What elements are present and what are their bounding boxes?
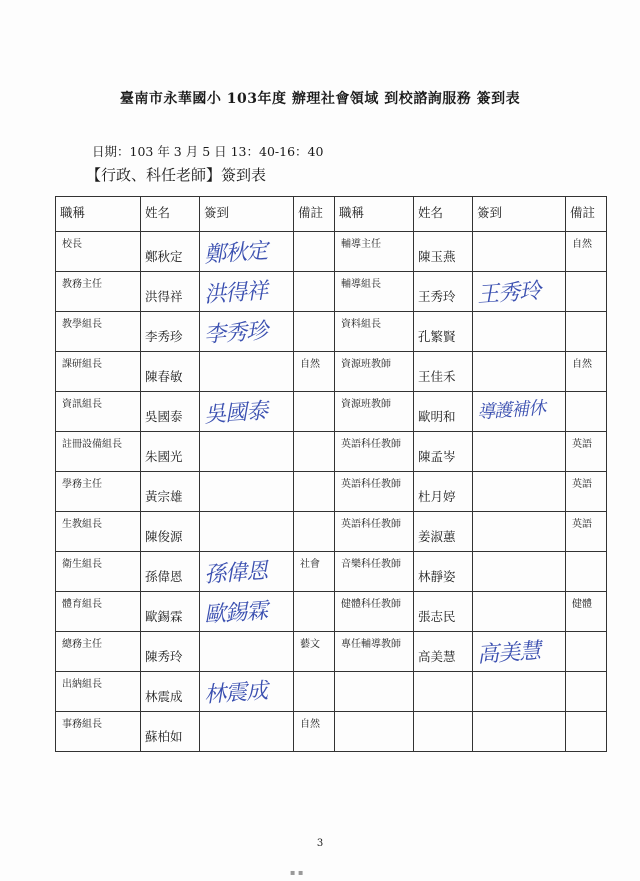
cell-name-right bbox=[414, 592, 473, 632]
job-title: 衛生組長 bbox=[62, 559, 102, 570]
job-title: 總務主任 bbox=[62, 639, 102, 650]
cell-title-left bbox=[56, 712, 141, 752]
cell-note-left bbox=[294, 352, 335, 392]
cell-name-right bbox=[414, 432, 473, 472]
job-title: 出納組長 bbox=[62, 679, 102, 690]
person-name: 鄭秋定 bbox=[145, 249, 183, 264]
job-title: 校長 bbox=[62, 239, 82, 250]
cell-name-right bbox=[414, 272, 473, 312]
cell-signature-left bbox=[200, 592, 294, 632]
cell-signature-right bbox=[473, 432, 566, 472]
job-title: 註冊設備組長 bbox=[62, 439, 122, 450]
job-title: 英語科任教師 bbox=[341, 439, 401, 450]
cell-name-left bbox=[141, 392, 200, 432]
cell-signature-left bbox=[200, 312, 294, 352]
cell-signature-right bbox=[473, 712, 566, 752]
person-name: 歐明和 bbox=[418, 409, 456, 424]
cell-name-left bbox=[141, 592, 200, 632]
cell-name-right bbox=[414, 512, 473, 552]
job-title: 專任輔導教師 bbox=[341, 639, 401, 650]
table-row bbox=[56, 232, 607, 272]
cell-signature-right bbox=[473, 512, 566, 552]
job-title: 體育組長 bbox=[62, 599, 102, 610]
handwritten-signature: 歐錫霖 bbox=[203, 598, 268, 629]
cell-name-right bbox=[414, 352, 473, 392]
header-name-left: 姓名 bbox=[141, 197, 200, 232]
remark bbox=[294, 432, 334, 435]
handwritten-signature: 洪得祥 bbox=[203, 278, 268, 309]
cell-title-left bbox=[56, 632, 141, 672]
remark: 英語 bbox=[572, 479, 592, 490]
cell-signature-right bbox=[473, 352, 566, 392]
cell-note-right bbox=[566, 352, 607, 392]
person-name: 王秀玲 bbox=[418, 289, 456, 304]
remark bbox=[566, 392, 606, 395]
table-row bbox=[56, 312, 607, 352]
cell-name-left bbox=[141, 312, 200, 352]
cell-title-left bbox=[56, 512, 141, 552]
cell-title-right bbox=[335, 512, 414, 552]
person-name: 陳秀玲 bbox=[145, 649, 183, 664]
page-number: 3 bbox=[316, 838, 324, 849]
section-heading: 【行政、科任老師】簽到表 bbox=[86, 166, 267, 184]
job-title: 英語科任教師 bbox=[341, 479, 401, 490]
cell-note-left bbox=[294, 432, 335, 472]
header-title-right: 職稱 bbox=[335, 197, 414, 232]
scan-speck: ▪ ▪ bbox=[290, 868, 304, 877]
remark bbox=[566, 712, 606, 715]
job-title: 教學組長 bbox=[62, 319, 102, 330]
cell-signature-right bbox=[473, 312, 566, 352]
remark bbox=[566, 672, 606, 675]
remark bbox=[294, 512, 334, 515]
cell-name-left bbox=[141, 672, 200, 712]
handwritten-signature: 林震成 bbox=[203, 678, 268, 709]
cell-signature-left bbox=[200, 552, 294, 592]
job-title: 學務主任 bbox=[62, 479, 102, 490]
cell-note-right bbox=[566, 632, 607, 672]
remark: 社會 bbox=[300, 559, 320, 570]
cell-note-left bbox=[294, 712, 335, 752]
table-header-row bbox=[56, 197, 607, 232]
table-row bbox=[56, 592, 607, 632]
cell-signature-right bbox=[473, 672, 566, 712]
person-name: 姜淑蕙 bbox=[418, 529, 456, 544]
handwritten-signature: 高美慧 bbox=[476, 638, 541, 669]
cell-title-right bbox=[335, 232, 414, 272]
cell-title-right bbox=[335, 312, 414, 352]
cell-title-right bbox=[335, 712, 414, 752]
header-title-left: 職稱 bbox=[56, 197, 141, 232]
cell-note-right bbox=[566, 472, 607, 512]
cell-note-right bbox=[566, 392, 607, 432]
cell-title-right bbox=[335, 392, 414, 432]
cell-name-left bbox=[141, 232, 200, 272]
cell-title-right bbox=[335, 352, 414, 392]
remark: 自然 bbox=[300, 359, 320, 370]
handwritten-signature: 導護補休 bbox=[476, 397, 546, 424]
cell-note-right bbox=[566, 712, 607, 752]
cell-signature-right bbox=[473, 552, 566, 592]
remark bbox=[294, 472, 334, 475]
header-name-right: 姓名 bbox=[414, 197, 473, 232]
handwritten-signature: 鄭秋定 bbox=[203, 238, 268, 269]
person-name: 朱國光 bbox=[145, 449, 183, 464]
cell-note-left bbox=[294, 312, 335, 352]
job-title: 教務主任 bbox=[62, 279, 102, 290]
cell-note-right bbox=[566, 432, 607, 472]
cell-note-left bbox=[294, 672, 335, 712]
cell-title-right bbox=[335, 272, 414, 312]
cell-signature-right bbox=[473, 392, 566, 432]
cell-name-right bbox=[414, 312, 473, 352]
cell-signature-left bbox=[200, 232, 294, 272]
cell-note-right bbox=[566, 512, 607, 552]
cell-name-left bbox=[141, 472, 200, 512]
cell-name-left bbox=[141, 512, 200, 552]
remark: 自然 bbox=[300, 719, 320, 730]
header-signature-left: 簽到 bbox=[200, 197, 294, 232]
remark: 健體 bbox=[572, 599, 592, 610]
table-row bbox=[56, 432, 607, 472]
cell-note-right bbox=[566, 672, 607, 712]
remark: 自然 bbox=[572, 359, 592, 370]
remark bbox=[566, 312, 606, 315]
cell-name-right bbox=[414, 712, 473, 752]
cell-signature-left bbox=[200, 272, 294, 312]
remark bbox=[294, 672, 334, 675]
cell-signature-left bbox=[200, 472, 294, 512]
cell-note-right bbox=[566, 312, 607, 352]
remark bbox=[294, 232, 334, 235]
person-name: 陳春敏 bbox=[145, 369, 183, 384]
person-name: 王佳禾 bbox=[418, 369, 456, 384]
remark bbox=[294, 272, 334, 275]
table-row bbox=[56, 392, 607, 432]
remark bbox=[566, 552, 606, 555]
table-row bbox=[56, 632, 607, 672]
handwritten-signature: 吳國泰 bbox=[203, 398, 268, 429]
remark: 自然 bbox=[572, 239, 592, 250]
header-note-left: 備註 bbox=[294, 197, 335, 232]
cell-note-left bbox=[294, 632, 335, 672]
cell-title-left bbox=[56, 432, 141, 472]
sign-in-table bbox=[55, 196, 607, 752]
job-title: 健體科任教師 bbox=[341, 599, 401, 610]
cell-signature-right bbox=[473, 592, 566, 632]
cell-signature-left bbox=[200, 432, 294, 472]
cell-title-left bbox=[56, 472, 141, 512]
cell-note-right bbox=[566, 272, 607, 312]
cell-title-left bbox=[56, 592, 141, 632]
cell-title-left bbox=[56, 552, 141, 592]
cell-note-left bbox=[294, 392, 335, 432]
cell-note-left bbox=[294, 232, 335, 272]
table-row bbox=[56, 352, 607, 392]
remark bbox=[566, 272, 606, 275]
person-name: 張志民 bbox=[418, 609, 456, 624]
cell-signature-right bbox=[473, 232, 566, 272]
cell-title-left bbox=[56, 672, 141, 712]
cell-signature-left bbox=[200, 672, 294, 712]
cell-note-left bbox=[294, 552, 335, 592]
handwritten-signature: 李秀珍 bbox=[203, 318, 268, 349]
cell-name-left bbox=[141, 712, 200, 752]
person-name: 陳玉燕 bbox=[418, 249, 456, 264]
job-title: 事務組長 bbox=[62, 719, 102, 730]
header-signature-right: 簽到 bbox=[473, 197, 566, 232]
cell-name-right bbox=[414, 232, 473, 272]
cell-title-right bbox=[335, 592, 414, 632]
cell-name-left bbox=[141, 352, 200, 392]
cell-note-right bbox=[566, 552, 607, 592]
person-name: 黃宗雄 bbox=[145, 489, 183, 504]
job-title: 資訊組長 bbox=[62, 399, 102, 410]
cell-title-right bbox=[335, 432, 414, 472]
job-title: 輔導主任 bbox=[341, 239, 381, 250]
person-name: 蘇柏如 bbox=[145, 729, 183, 744]
cell-note-left bbox=[294, 472, 335, 512]
handwritten-signature: 王秀玲 bbox=[476, 278, 541, 309]
cell-name-right bbox=[414, 632, 473, 672]
remark bbox=[294, 392, 334, 395]
remark: 英語 bbox=[572, 439, 592, 450]
header-note-right: 備註 bbox=[566, 197, 607, 232]
remark: 英語 bbox=[572, 519, 592, 530]
remark bbox=[294, 592, 334, 595]
cell-note-right bbox=[566, 232, 607, 272]
job-title: 課研組長 bbox=[62, 359, 102, 370]
cell-name-right bbox=[414, 392, 473, 432]
table-row bbox=[56, 712, 607, 752]
job-title: 資源班教師 bbox=[341, 399, 391, 410]
table-row bbox=[56, 472, 607, 512]
handwritten-signature: 孫偉恩 bbox=[203, 558, 268, 589]
cell-signature-left bbox=[200, 352, 294, 392]
person-name: 歐錫霖 bbox=[145, 609, 183, 624]
cell-signature-right bbox=[473, 472, 566, 512]
cell-signature-left bbox=[200, 512, 294, 552]
cell-note-left bbox=[294, 512, 335, 552]
person-name: 洪得祥 bbox=[145, 289, 183, 304]
cell-title-left bbox=[56, 352, 141, 392]
cell-name-right bbox=[414, 472, 473, 512]
cell-note-left bbox=[294, 592, 335, 632]
cell-title-left bbox=[56, 272, 141, 312]
remark: 藝文 bbox=[300, 639, 320, 650]
person-name: 孫偉恩 bbox=[145, 569, 183, 584]
job-title: 資源班教師 bbox=[341, 359, 391, 370]
table-row bbox=[56, 552, 607, 592]
job-title: 音樂科任教師 bbox=[341, 559, 401, 570]
cell-title-left bbox=[56, 232, 141, 272]
cell-name-left bbox=[141, 432, 200, 472]
person-name: 陳孟岑 bbox=[418, 449, 456, 464]
cell-note-right bbox=[566, 592, 607, 632]
cell-note-left bbox=[294, 272, 335, 312]
cell-signature-right bbox=[473, 632, 566, 672]
job-title bbox=[335, 672, 413, 675]
date-line: 日期：103 年 3 月 5 日 13：40-16：40 bbox=[92, 144, 324, 159]
cell-signature-left bbox=[200, 392, 294, 432]
cell-title-right bbox=[335, 552, 414, 592]
person-name: 高美慧 bbox=[418, 649, 456, 664]
job-title bbox=[335, 712, 413, 715]
cell-name-right bbox=[414, 552, 473, 592]
cell-title-right bbox=[335, 472, 414, 512]
person-name: 孔繁賢 bbox=[418, 329, 456, 344]
cell-name-left bbox=[141, 272, 200, 312]
cell-title-left bbox=[56, 312, 141, 352]
cell-name-left bbox=[141, 632, 200, 672]
cell-signature-left bbox=[200, 712, 294, 752]
person-name: 陳俊源 bbox=[145, 529, 183, 544]
person-name: 李秀珍 bbox=[145, 329, 183, 344]
cell-name-right bbox=[414, 672, 473, 712]
person-name: 林靜姿 bbox=[418, 569, 456, 584]
table-row bbox=[56, 272, 607, 312]
job-title: 英語科任教師 bbox=[341, 519, 401, 530]
person-name: 吳國泰 bbox=[145, 409, 183, 424]
cell-name-left bbox=[141, 552, 200, 592]
cell-signature-left bbox=[200, 632, 294, 672]
remark bbox=[294, 312, 334, 315]
job-title: 輔導組長 bbox=[341, 279, 381, 290]
table-row bbox=[56, 512, 607, 552]
table-row bbox=[56, 672, 607, 712]
person-name: 林震成 bbox=[145, 689, 183, 704]
job-title: 生教組長 bbox=[62, 519, 102, 530]
cell-title-right bbox=[335, 632, 414, 672]
person-name: 杜月婷 bbox=[418, 489, 456, 504]
cell-title-right bbox=[335, 672, 414, 712]
document-title: 臺南市永華國小 103年度 辦理社會領域 到校諮詢服務 簽到表 bbox=[119, 91, 521, 107]
cell-title-left bbox=[56, 392, 141, 432]
cell-signature-right bbox=[473, 272, 566, 312]
job-title: 資料組長 bbox=[341, 319, 381, 330]
remark bbox=[566, 632, 606, 635]
